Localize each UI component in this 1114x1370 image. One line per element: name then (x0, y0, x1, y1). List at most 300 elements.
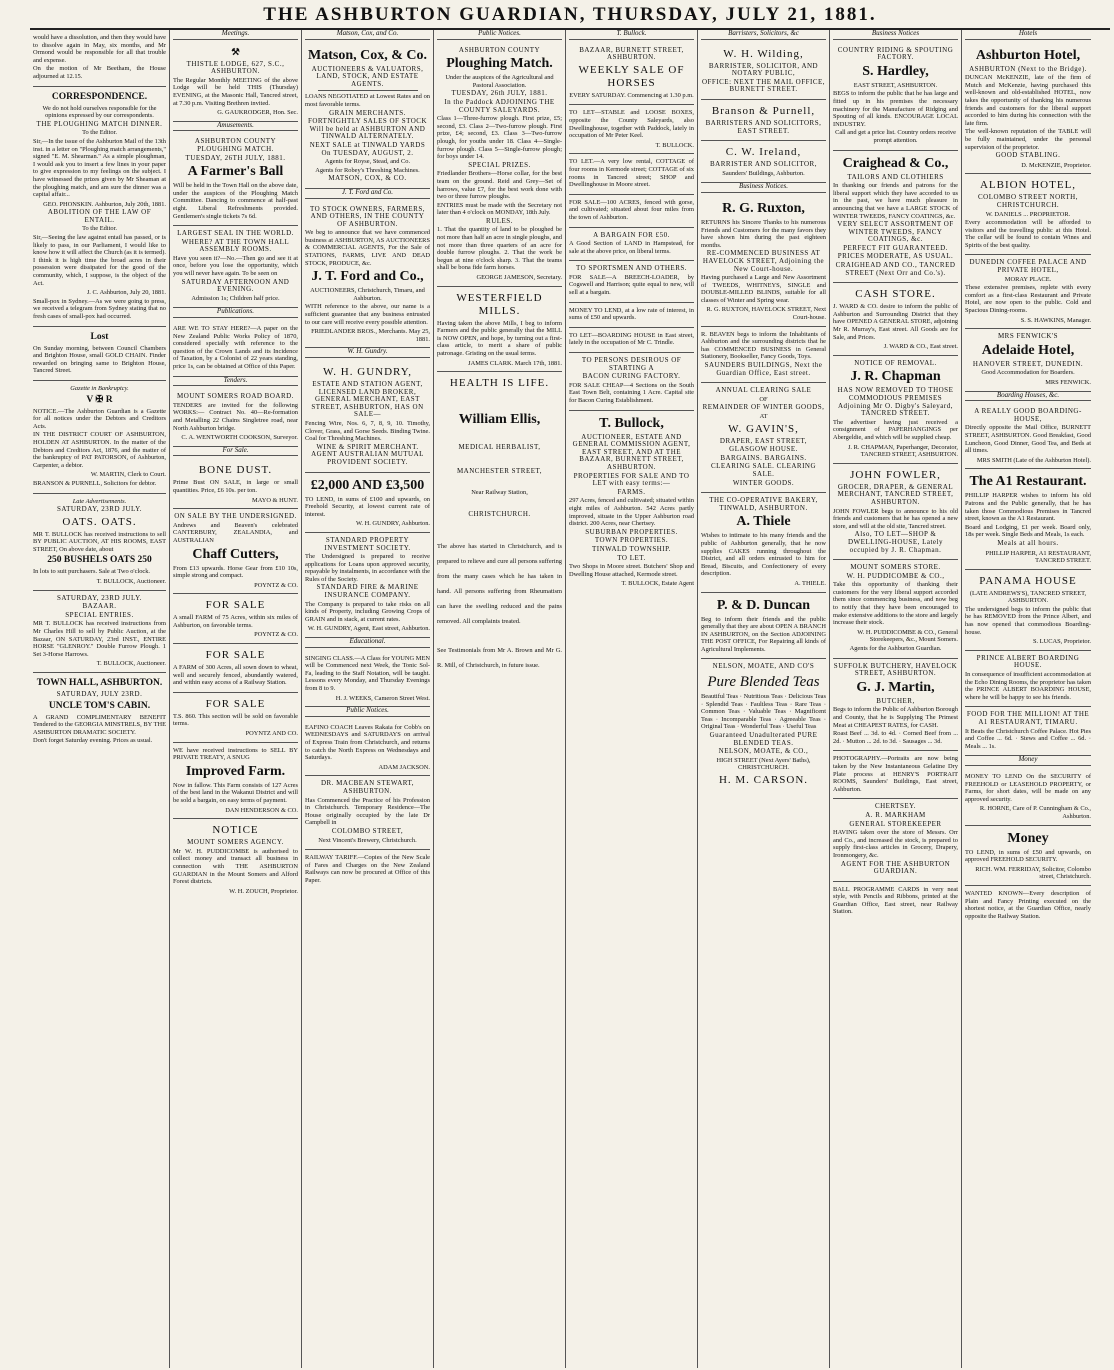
bazaar-special: SPECIAL ENTRIES. (65, 610, 134, 619)
annual-remainder: REMAINDER OF WINTER GOODS, (702, 403, 825, 412)
correspondence-note: We do not hold ourselves responsible for the opinions expressed by our correspondents. (42, 104, 157, 120)
ellis-body: The above has started in Christchurch, and is prepared to relieve and cure all persons suffering from the many cases which he has taken in hand. All persons suffering from Rheumatism can have the swelling reduced and the pains removed. All complaints treated. (437, 542, 562, 625)
thiele-signature: A. THIELE. (794, 579, 826, 587)
albion-prop: W. DANIELS ... PROPRIETOR. (985, 210, 1071, 218)
craighead-title: Craighead & Co., (842, 155, 949, 171)
townhall-ad (33, 673, 166, 750)
letter1-signature: GEO. PHONSKIN. Ashburton, July 20th, 1881. (43, 200, 166, 208)
tinwald-heading: TINWALD TOWNSHIP. (591, 544, 672, 553)
ball-body: Will be held in the Town Hall on the above date, under the auspices of the Ploughing Match Committee. Dancing to commence at half-past eight. Liberal Refreshments provided. Gentlemen's single tickets 7s 6d. (173, 182, 298, 220)
agency-sub: MOUNT SOMERS AGENCY. (187, 838, 284, 847)
chapman-ad (833, 356, 958, 464)
branson-ad (701, 100, 826, 141)
singing-signature: H. J. WEEKS, Cameron Street West. (335, 694, 430, 702)
lodging-body: TO LET—BOARDING HOUSE in East street, lately in the occupation of Mr C. Trindle. (569, 331, 694, 347)
ireland-title: C. W. Ireland, (725, 146, 802, 159)
beaven-ad (701, 327, 826, 384)
wilding-sub: BARRISTER, SOLICITOR, AND NOTARY PUBLIC, (708, 61, 819, 78)
bargains: BARGAINS. BARGAINS. (720, 453, 807, 462)
townhall-title: TOWN HALL, ASHBURTON. (36, 678, 163, 688)
court-notice: IN THE DISTRICT COURT OF ASHBURTON, HOLDEN AT ASHBURTON. In the matter of the Debtors and Creditors Act, 1876, and the matter of the bankruptcy of PAT PATORSON, of Ashburton, Carpenter, a debtor. (33, 431, 166, 469)
hotel-body: DUNCAN McKENZIE, late of the firm of Mutch and McKenzie, having purchased this well-known and old-established HOTEL, now takes the opportunity of thanking his numerous friends and customers for the liberal support accorded to him during his connection with the late firm. (965, 74, 1091, 127)
duncan-ad (701, 593, 826, 660)
let1-ad (569, 105, 694, 154)
sale1-body: FOR SALE—100 ACRES, fenced with gorse, and cultivated; situated about four miles from the town of Ashburton. (569, 198, 694, 221)
forsale1-body: A small FARM of 75 Acres, within six miles of Ashburton, on favorable terms. (173, 614, 298, 629)
branson-sub: BARRISTERS AND SOLICITORS, EAST STREET. (705, 118, 822, 135)
chapman-body: The advertiser having just received a consignment of PAPERHANGINGS per Abergeldie, and which will be supplied cheap. (833, 418, 958, 441)
ruxton-signature: R. G. RUXTON, HAVELOCK STREET, Next Court-house. (706, 306, 826, 322)
hardley-tail: Call and get a price list. Country orders receive prompt attention. (835, 129, 956, 144)
gundry-body: Fencing Wire, Nos. 6, 7, 8, 9, 10. Timothy, Clover, Grass, and Gorse Seeds. Binding Twine. Coal for Threshing Machines. (305, 419, 430, 443)
column3-header: Matson, Cox, and Co. (305, 30, 430, 40)
forsale2-body: A FARM of 300 Acres, all sown down to wheat, well and securely fenced, abundantly watered, and within easy access of a Railway Station. (173, 664, 298, 687)
boarding-ad (965, 404, 1091, 469)
ruxton-rec: RE-COMMENCED BUSINESS AT HAVELOCK STREET, Adjoining the New Court-house. (702, 249, 825, 273)
forsale2-ad (173, 644, 298, 693)
tender-body: TENDERS are invited for the following WORKS:— Contract No. 40—Re-formation and Metalling 22 Chains Singletree road, near North Ashburton bridge. (173, 401, 298, 432)
cashstore-body: J. WARD & CO. desire to inform the public of Ashburton and Surrounding District that they have OPENED A GENERAL STORE, adjoining Mr R. Murray's, East street. All Goods are for Sale, and Prices. (833, 303, 958, 341)
prince-ad (965, 651, 1091, 708)
thiele-body: Wishes to intimate to his many friends and the public of Ashburton generally, that he now supplies CAKES running throughout the District, and all orders entrusted to him for Bread, Biscuits, and Confectionery of every description. (701, 532, 826, 578)
ploughing-date: TUESDAY, 26th JULY, 1881. (451, 89, 548, 98)
divider (318, 90, 418, 91)
ploughing-where: In the Paddock ADJOINING THE COUNTY SALEYARDS. (444, 97, 555, 114)
benefit-text: A GRAND COMPLIMENTARY BENEFIT Tendered to the GEORGIA MINSTRELS, BY THE ASHBURTON DRAMATIC SOCIETY. (33, 713, 166, 736)
ashburton-hotel-ad (965, 43, 1091, 175)
nelson-head: NELSON, MOATE, AND CO'S (712, 662, 815, 671)
puddicombe-body: Take this opportunity of thanking their customers for the very liberal support accorded them since commencing business, and now beg to notify that they have been encouraged to make extensive additions to the store and largely increase their stock. (833, 581, 958, 627)
publication-body: ARE WE TO STAY HERE?—A paper on the New Zealand Public Works Policy of 1870, considered specially with reference to the question of the Crown Lands and its Incidence of Taxation, by a Colonist of 22 years standing, price 1s, can be obtained at Office of this Paper. (173, 325, 298, 370)
carson-name: H. M. CARSON. (718, 774, 809, 786)
fowler-sub: GROCER, DRAPER, & GENERAL MERCHANT, TANCRED STREET, ASHBURTON. (837, 482, 954, 506)
a1-signature: PHILLIP HARPER, A1 RESTAURANT, TANCRED STREET. (985, 549, 1091, 565)
panama-body: The undersigned begs to inform the public that he has REMOVED from the Prince Albert, and has now opened that commodious Boarding-house. (965, 605, 1091, 636)
forsale1-title: FOR SALE (205, 599, 266, 612)
martin-ad (833, 659, 958, 752)
cashstore-signature: J. WARD & CO., East street. (883, 343, 958, 351)
column-5 (566, 30, 698, 1368)
gundry-ad (305, 361, 430, 473)
coach-ad (305, 720, 430, 777)
letter1-body: Sir,—In the issue of the Ashburton Mail of the 13th inst. in a letter on "Ploughing match arrangements," signed "E. M. Shearman." As a simple ploughman, I would ask you to insert a few lines in your paper to give expression to my feelings on the subject. I have witnessed the prizes given by Mr Sheaman at the ploughing match, and am sure the dinner was a capital affair... (33, 137, 166, 199)
duncan-body: Beg to inform their friends and the public generally that they are about OPEN A BRANCH IN ASHBURTON, on the Section ADJOINING THE POST OFFICE, For Repairing all kinds of Agricultural Implements. (701, 615, 826, 653)
albion-body: Every accommodation will be afforded to visitors and the travelling public at this Hotel. The cellar will be found to contain Wines and Spirits of the best quality. (965, 219, 1091, 249)
hotel-title: Ashburton Hotel, (975, 47, 1081, 63)
boarding-title: A REALLY GOOD BOARDING-HOUSE, (974, 407, 1082, 423)
doctor-title: DR. MACBEAN STEWART, ASHBURTON. (320, 779, 415, 795)
bullock-ad (569, 411, 694, 592)
jtford-title: J. T. Ford and Co., (311, 269, 424, 285)
lodging-ad (569, 328, 694, 353)
lodge-signature: G. GAUKRODGER, Hon. Sec. (217, 109, 298, 117)
columns (30, 30, 1112, 1368)
ploughing-ad (437, 43, 562, 287)
singing-body: SINGING CLASS.—A Class for YOUNG MEN will be Commenced next Week, the Tonic Sol-Fa, leading to the Staff Notation, will be taught. Lessons every Monday, and Thursday Evenings from 8 to 9. (305, 654, 430, 692)
seal-where: WHERE? AT THE TOWN HALL ASSEMBLY ROOMS. (181, 237, 290, 254)
fowler-title: JOHN FOWLER, (850, 468, 941, 481)
standard-ad (305, 533, 430, 638)
town-heading: TOWN PROPERTIES. (594, 536, 669, 545)
money1-signature: R. HORNE, Care of P. Cunningham & Co., Ashburton. (979, 805, 1091, 820)
educational-header: Educational. (305, 638, 430, 648)
coach-signature: ADAM JACKSON. (378, 763, 430, 771)
hardley-ad (833, 43, 958, 151)
teas-list: Beautiful Teas · Nutritious Teas · Delicious Teas · Splendid Teas · Faultless Teas · Rare Teas · Common Teas · Valuable Teas · Magnificent Teas · Incomparable Teas · Agreeable Teas · Original Teas · Wonderful Teas · Useful Teas (701, 693, 826, 731)
weekly-sale: WEEKLY SALE OF HORSES (578, 63, 685, 89)
farm-ad (173, 743, 298, 820)
standard-title: STANDARD PROPERTY INVESTMENT SOCIETY. (324, 535, 411, 552)
thiele-ad (701, 493, 826, 592)
dunedin-ad (965, 255, 1091, 329)
bone-ad (173, 459, 298, 509)
jtford-header: J. T. Ford and Co. (305, 189, 430, 199)
perfect-fit: PERFECT FIT GUARANTEED. (843, 243, 948, 252)
panama-sub: (LATE ANDREWS'S), TANCRED STREET, ASHBURTON. (969, 589, 1087, 605)
smallpox-note: Small-pox in Sydney.—As we were going to press, we received a telegram from Sydney stating that no fresh cases of small-pox had occurred. (33, 297, 166, 320)
ellis-title: William Ellis, (458, 412, 541, 428)
royal-crest: V ✠ R (86, 394, 113, 405)
chertsey-title: CHERTSEY. (874, 802, 917, 811)
ball-date: TUESDAY, 26TH JULY, 1881. (185, 153, 286, 162)
jtford-tail: WITH reference to the above, our name is a sufficient guarantee that any business entrusted to our care will receive every possible attention. (305, 303, 430, 326)
mills-body: Having taken the above Mills, I beg to inform Farmers and the public generally that the MILL is NOW OPEN, and hope, by turning out a first-class article, to merit a share of public patronage. Gristing on the usual terms. (437, 319, 562, 357)
onsale-title: ON SALE BY THE UNDERSIGNED. (174, 512, 297, 521)
sale1-ad (569, 195, 694, 228)
letter1-title: THE PLOUGHING MATCH DINNER. (36, 119, 163, 128)
farm-body: Now in fallow. This Farm consists of 127 Acres of the best land in the Wakanui District and will be sold a bargain, on easy terms of payment. (173, 781, 298, 804)
court-solicitors: BRANSON & PURNELL, Solicitors for debtor. (33, 479, 157, 487)
a1-ad (965, 469, 1091, 569)
farms-heading: FARMS. (617, 487, 646, 496)
publications-header: Publications. (173, 308, 298, 318)
money2-title: Money (1007, 830, 1049, 846)
intro-text: would have a dissolution, and then they would have to dissolve again in May, six months, and Mr Ormond would be responsible for all that trouble and expense. (33, 34, 166, 64)
doctor-tail: Next Vincent's Brewery, Christchurch. (318, 836, 417, 844)
coach-body: EAFINO COACH Leaves Rakaia for Cobb's on WEDNESDAYS and SATURDAYS on arrival of Express Train from Christchurch, and returns to catch the North Express on Wednesdays and Saturdays. (305, 723, 430, 762)
forsale-header: For Sale. (173, 447, 298, 457)
bargain-title: A BARGAIN FOR £50. (593, 230, 670, 239)
thiele-title: A. Thiele (736, 514, 791, 530)
a1-meals: Meals at all hours. (997, 538, 1059, 547)
jtford-ad (305, 202, 430, 349)
chapman-title: J. R. Chapman (850, 369, 941, 385)
lodge-ad (173, 43, 298, 122)
chaff-body: From £13 upwards. Horse Gear from £10 10s, simple strong and compact. (173, 564, 298, 580)
branson-title: Branson & Purnell, (711, 104, 816, 117)
a1-body: PHILLIP HARPER wishes to inform his old Patrons and the Public generally, that he has taken those Commodious Premises in Tancred street, known as the A1 Restaurant. (965, 492, 1091, 523)
singing-ad (305, 651, 430, 708)
cards-body: BALL PROGRAMME CARDS in very neat style, with Pencils and Ribbons, printed at the Guardian Office, East street, near Railway Station. (833, 885, 958, 916)
bacon-title: BACON CURING FACTORY. (582, 372, 681, 381)
seal-title: LARGEST SEAL IN THE WORLD. (177, 229, 294, 238)
lodge-body: The Regular Monthly MEETING of the above Lodge will be held THIS (Thursday) EVENING, at the Masonic Hall, Tancred street, at 7.30 p.m. Visiting Brethren invited. (173, 76, 298, 107)
bacon-intro: TO PERSONS DESIROUS OF STARTING A (581, 356, 682, 372)
matson-fort: FORTNIGHTLY SALES OF STOCK Will be held at ASHBURTON AND TINWALD ALTERNATELY. (307, 117, 428, 141)
hardley-addr: EAST STREET, ASHBURTON. (853, 81, 938, 89)
rules-signature: GEORGE JAMESON, Secretary. (476, 274, 562, 282)
craighead-sub: TAILORS AND CLOTHIERS (847, 172, 944, 181)
publication-ad (173, 321, 298, 377)
article-intro (33, 30, 166, 87)
money-signature: W. H. GUNDRY, Ashburton. (355, 520, 430, 528)
sports-body: FOR SALE—A BREECH-LOADER, by Cogswell and Harrison; quite equal to new, will sell at a bargain. (569, 273, 694, 297)
hardley-title: S. Hardley, (862, 63, 929, 79)
farm-intro: WE have received instructions to SELL BY PRIVATE TREATY, A SNUG (173, 746, 298, 762)
ireland-sub: BARRISTER AND SOLICITOR, (710, 160, 817, 169)
puddicombe-ad (833, 560, 958, 659)
lost-notice (33, 327, 166, 381)
mills-signature: JAMES CLARK. March 17th, 1881. (468, 359, 562, 367)
lodge-title: THISTLE LODGE, 627, S.C., ASHBURTON. (186, 59, 285, 76)
bazaar-weekly-ad (569, 43, 694, 106)
matson-sub: AUCTIONEERS & VALUATORS, LAND, STOCK, AND ESTATE AGENTS. (311, 64, 424, 88)
column-2 (170, 30, 302, 1368)
column7-header: Business Notices (833, 30, 958, 40)
bargain-ad (569, 228, 694, 262)
cards-ad (833, 882, 958, 921)
craighead-body: In thanking our friends and patrons for the liberal support which they have accorded to us in the past, we have much pleasure in announcing that we have a LARGE STOCK of WINTER TWEEDS, FANCY COATINGS, &c. (833, 182, 958, 220)
money2-body: TO LEND, in sums of £50 and upwards, on approved FREEHOLD SECURITY. (965, 848, 1091, 864)
bacon-ad (569, 353, 694, 411)
adelaide-body: Good Accommodation for Boarders. (981, 369, 1075, 377)
business-notices-header: Business Notices. (701, 183, 826, 193)
column-4 (434, 30, 566, 1368)
martin-body: Begs to inform the Public of Ashburton Borough and County, that he is Supplying The Primest Meat at CHEAPEST RATES, for CASH. (833, 706, 958, 729)
adelaide-sub: HANOVER STREET, DUNEDIN. (972, 359, 1084, 368)
gundry-tail: WINE & SPIRIT MERCHANT. AGENT AUSTRALIAN MUTUAL PROVIDENT SOCIETY. (311, 442, 424, 466)
mills-title: WESTERFIELD MILLS. (456, 291, 543, 317)
forsale3-signature: POYNTZ AND CO. (245, 730, 298, 738)
forsale3-title: FOR SALE (205, 697, 266, 710)
matson-next: NEXT SALE at TINWALD YARDS On TUESDAY, AUGUST, 2. (309, 140, 426, 157)
adelaide-signature: MRS FENWICK. (1045, 379, 1091, 386)
matson-robey: Agents for Robey's Threshing Machines. (315, 166, 420, 174)
bone-body: Prime Bust ON SALE, in large or small quantities. Price, £6 10s. per ton. (173, 479, 298, 494)
bazaar-title: BAZAAR. (82, 602, 117, 611)
column-7 (830, 30, 962, 1368)
agency-title: NOTICE (212, 824, 259, 837)
gavin-sub: DRAPER, EAST STREET, (719, 436, 808, 445)
panama-ad (965, 570, 1091, 651)
ireland-addr: Saunders' Buildings, Ashburton. (722, 169, 805, 177)
column-1 (30, 30, 170, 1368)
annual-of: OF (759, 395, 768, 403)
correspondence-heading: CORRESPONDENCE. (51, 91, 148, 102)
forsale3-body: T.S. 860. This section will be sold on favorable terms. (173, 712, 298, 728)
sports-ad (569, 261, 694, 302)
oats-body: MR T. BULLOCK has received instructions to sell BY PUBLIC AUCTION, AT HIS ROOMS, EAST STREET, On above date, about (33, 530, 166, 553)
cashstore-title: CASH STORE. (855, 288, 936, 301)
money2-signature: RICH. WM. FERRIDAY, Solicitor, Colombo street, Christchurch. (975, 865, 1091, 881)
agency-body: Mr W. H. PUDDICOMBE is authorised to collect money and transact all business in connection with THE ASHBURTON GUARDIAN in the Mount Somers and Alford Forest districts. (173, 847, 298, 886)
ploughing-sub: Under the auspices of the Agricultural and Pastoral Association. (445, 74, 554, 89)
forsale1-signature: POYNTZ & CO. (254, 631, 298, 639)
dunedin-body: These extensive premises, replete with every comfort as a first-class Restaurant and Private Hotel, are now open to the public. Cold and Spacious Dining-rooms. (965, 284, 1091, 315)
craighead-list: VERY SELECT ASSORTMENT OF WINTER TWEEDS, FANCY COATINGS, &c. (837, 220, 954, 244)
money-lend-ad (569, 303, 694, 328)
rules-body: 1. That the quantity of land to be ploughed be not more than half an acre in single ploughs, and not more than three quarters of an acre for double furrow ploughs. 2. That the work be begun at nine o'clock sharp. 3. That the teams shall be bona fide farm horses. (437, 226, 562, 272)
adelaide-ad (965, 329, 1091, 391)
let2-body: TO LET.—A very low rental, COTTAGE of four rooms in Kermode street; COTTAGE of six rooms in Tancred street; SHOP and Dwellinghouse in Moore street. (569, 158, 694, 189)
properties-title: PROPERTIES FOR SALE AND TO LET with easy terms:— (573, 471, 690, 488)
ellis-ad (437, 372, 562, 677)
ellis-tail: See Testimonials from Mr A. Brown and Mr G. R. Mill, of Christchurch, in future issue. (437, 646, 562, 669)
boarding-header: Boarding Houses, &c. (965, 392, 1091, 402)
correspondence (33, 87, 166, 327)
teas-company: NELSON, MOATE, & CO., (718, 747, 809, 756)
fire-title: STANDARD FIRE & MARINE INSURANCE COMPANY. (316, 583, 419, 600)
ireland-ad (701, 141, 826, 183)
jtford-addr: AUCTIONEERS, Christchurch, Timaru, and Ashburton. (310, 287, 425, 302)
puddicombe-title: W. H. PUDDICOMBE & CO., (846, 571, 945, 580)
rules-heading: RULES. (486, 216, 513, 225)
seal-ad (173, 226, 298, 308)
chapman-signature: J. R. CHAPMAN, Paperhanger, Decorator, TANCRED STREET, ASHBURTON. (847, 443, 958, 459)
fowler-body: JOHN FOWLER begs to announce to his old friends and customers that he has opened a new store, and will at the old site, Tancred street. (833, 507, 958, 530)
railway-body: RAILWAY TARIFF.—Copies of the New Scale of Fares and Charges on the New Zealand Railways can now be procured at Office of this Paper. (305, 854, 430, 884)
chaff-title: Chaff Cutters, (192, 546, 279, 562)
bullock-signature: T. BULLOCK, Estate Agent (621, 580, 694, 588)
ruxton-body: RETURNS his Sincere Thanks to his numerous Friends and Customers for the many favors they have shown him during the past eighteen months. (701, 218, 826, 249)
jtford-intro: TO STOCK OWNERS, FARMERS, AND OTHERS, IN THE COUNTY OF ASHBURTON. (310, 204, 425, 228)
letter2-body: Sir,—Seeing the law against entail has passed, or is likely to pass, in our Parliament, I would like to know how it will affect the Church (as it is termed). I think it is high time the broad acres in their possession were dissipated for the good of the community, which, I suppose, is the object of the Act. (33, 234, 166, 287)
money-lend-body: MONEY TO LEND, at a low rate of interest, in sums of £50 and upwards. (569, 306, 694, 322)
tender-ad (173, 389, 298, 447)
cashstore-ad (833, 283, 958, 356)
letter2-title: ABOLITION OF THE LAW OF ENTAIL. (47, 208, 152, 224)
ball-pre: ASHBURTON COUNTY PLOUGHING MATCH. (194, 137, 277, 153)
late-heading: Late Advertisements. (72, 497, 127, 505)
sports-title: TO SPORTSMEN AND OTHERS. (575, 264, 688, 273)
tenders-header: Tenders. (173, 377, 298, 387)
suffolk-title: SUFFOLK BUTCHERY, HAVELOCK STREET, ASHBURTON. (833, 661, 958, 678)
ploughing-title: Ploughing Match. (446, 56, 553, 72)
public-notices-header: Public Notices. (305, 707, 430, 717)
removal-title: NOTICE OF REMOVAL. (854, 358, 937, 367)
panama-signature: S. LUCAS, Proprietor. (1032, 638, 1091, 646)
suburban-heading: SUBURBAN PROPERTIES. (585, 527, 678, 536)
late-ads (33, 494, 166, 591)
fowler-ad (833, 464, 958, 560)
bargain-body: A Good Section of LAND in Hampstead, for sale at the above price, on liberal terms. (569, 240, 694, 255)
money-title: £2,000 AND £3,500 (310, 477, 425, 493)
tolet-heading: TO LET. (617, 553, 646, 562)
matson-ad (305, 43, 430, 189)
money1-body: MONEY TO LEND On the SECURITY of FREEHOLD or LEASEHOLD PROPERTY, or Farms, for short dates, will be made on any approved security. (965, 772, 1091, 803)
ball-ad (173, 134, 298, 226)
hardley-pre: COUNTRY RIDING & SPOUTING FACTORY. (837, 45, 954, 62)
masthead-title: THE ASHBURTON GUARDIAN, THURSDAY, JULY 21, 1881. (30, 2, 1110, 30)
hotel-tail: The well-known reputation of the TABLE will be fully maintained, under the personal supervision of the proprietor. (965, 128, 1091, 151)
dunedin-sub: MORAY PLACE. (1004, 275, 1052, 283)
bone-title: BONE DUST. (198, 464, 273, 477)
bone-signature: MAYO & HUNT. (252, 496, 298, 504)
ploughing-pre: ASHBURTON COUNTY (458, 45, 541, 54)
column8-header: Hotels (965, 30, 1091, 40)
column5-header: T. Bullock. (569, 30, 694, 40)
gazette-notice: NOTICE.—The Ashburton Guardian is a Gazette for all notices under the Debtors and Creditors Acts. (33, 407, 166, 430)
column4-header: Public Notices. (437, 30, 562, 40)
doctor-ad (305, 776, 430, 850)
food-body: It Beats the Christchurch Coffee Palace. Hot Pies and Coffee ... 6d. · Stews and Coffee ... 6d. · Meals ... 1s. (965, 727, 1091, 750)
ellis-city: CHRISTCHURCH. (468, 509, 531, 518)
teas-addr: HIGH STREET (Next Ayers' Baths), CHRISTCHURCH. (716, 756, 811, 772)
agency-signature: W. H. ZOUCH, Proprietor. (229, 887, 298, 895)
money-body: TO LEND, in sums of £100 and upwards, on Freehold Security, at lowest current rate of interest. (305, 495, 430, 518)
prices-moderate: PRICES MODERATE, AS USUAL. (837, 252, 954, 261)
craighead-signature: CRAIGHEAD AND CO., TANCRED STREET (Next Orr and Co.'s). (835, 261, 956, 277)
a1-title: The A1 Restaurant. (969, 474, 1087, 490)
food-ad (965, 707, 1091, 756)
gavin-ad (701, 383, 826, 493)
oats-signature: T. BULLOCK, Auctioneer. (96, 578, 166, 586)
wilding-office: OFFICE: NEXT THE MAIL OFFICE, BURNETT STREET. (701, 77, 826, 94)
food-title: FOOD FOR THE MILLION! AT THE A1 RESTAURANT, TIMARU. (966, 710, 1090, 726)
column-3 (302, 30, 434, 1368)
jtford-signature: FRIEDLANDER BROS., Merchants. May 25, 1881. (311, 328, 430, 343)
farm-title: Improved Farm. (185, 763, 286, 779)
bullock-sub: AUCTIONEER, ESTATE AND GENERAL COMMISSION AGENT, EAST STREET, AND AT THE BAZAAR, BURNETT STREET, ASHBURTON. (572, 432, 691, 471)
letter2-signature: J. C. Ashburton, July 20, 1881. (86, 289, 166, 297)
tender-signature: C. A. WENTWORTH COOKSON, Surveyor. (181, 434, 298, 442)
fowler-shop: Also, TO LET—SHOP & DWELLING-HOUSE, Lately occupied by J. R. Chapman. (848, 530, 943, 554)
bakery-title: THE CO-OPERATIVE BAKERY, TINWALD, ASHBURTON. (709, 496, 818, 512)
markham-body: HAVING taken over the store of Messrs. Orr and Co., and increased the stock, is prepared to supply first-class articles in Grocery, Drapery, Ironmongery, &c. (833, 829, 958, 859)
oats-date: SATURDAY, 23RD JULY. (56, 505, 143, 514)
teas-ad (701, 659, 826, 793)
teas-title: Pure Blended Teas (707, 674, 820, 691)
forsale2-title: FOR SALE (205, 649, 266, 662)
boarding-body: Directly opposite the Mail Office, BURNETT STREET, ASHBURTON. Good Breakfast, Good Luncheon, Good Dinner, Good Tea, and Beds at all times. (965, 424, 1091, 455)
annual-at: AT (759, 413, 768, 420)
hotel-signature: D. McKENZIE, Proprietor. (1021, 161, 1091, 169)
matson-agents: Agents for Royse, Stead, and Co. (324, 158, 411, 166)
letter1-to: To the Editor. (82, 129, 117, 137)
gundry-sub: ESTATE AND STATION AGENT, LICENSED LAND BROKER, GENERAL MERCHANT, EAST STREET, ASHBURTON, HAS ON SALE— (311, 380, 424, 419)
photo-ad (833, 751, 958, 799)
bazaar-ad (33, 591, 166, 673)
chapman-sub: HAS NOW REMOVED TO THOSE COMMODIOUS PREMISES Adjoining Mr O. Digby's Saleyard, TANCRED STREET. (837, 386, 954, 418)
hotel-sub: ASHBURTON (Next to the Bridge). (969, 64, 1087, 73)
winter-goods: WINTER GOODS. (732, 478, 795, 487)
doctor-street: COLOMBO STREET, (331, 826, 404, 835)
bacon-body: FOR SALE CHEAP—4 Sections on the South East Town Belt, containing 1 Acre. Capital site for Bacon Curing Establishment. (569, 381, 694, 404)
ellis-sub: MEDICAL HERBALIST, (458, 443, 541, 452)
health-title: HEALTH IS LIFE. (449, 377, 550, 390)
oats-title: OATS. OATS. (62, 515, 137, 528)
ellis-addr: MANCHESTER STREET, (456, 466, 543, 475)
dunedin-title: DUNEDIN COFFEE PALACE AND PRIVATE HOTEL, (969, 258, 1087, 275)
chaff-ad (173, 509, 298, 594)
doctor-body: Has Commenced the Practice of his Profession in Christchurch. Temporary Residence—The House originally occupied by the late Dr Campbell in (305, 796, 430, 827)
money-ad (305, 473, 430, 533)
bazaar-street: BAZAAR, BURNETT STREET, ASHBURTON. (579, 45, 684, 62)
annual-sale: ANNUAL CLEARING SALE (715, 386, 812, 395)
oats-quantity: 250 BUSHELS OATS 250 (47, 555, 152, 566)
clearing: CLEARING SALE. CLEARING SALE. (710, 462, 817, 478)
wanted-ad (965, 886, 1091, 925)
ploughing-classes: Class 1—Three-furrow plough. First prize, £5; second, £3. Class 2—Two-furrow plough. First prize, £4; second, £3. Class 3—Two-furrow plough, for youths under 18. Class 4—Single-furrow plough. Class 5—Single-furrow plough; for boys under 14. (437, 115, 562, 161)
money1-ad (965, 769, 1091, 826)
benefit-tail: Don't forget Saturday evening. Prices as usual. (33, 737, 153, 745)
glasgow-house: GLASGOW HOUSE. (729, 445, 798, 454)
gundry-header: W. H. Gundry. (305, 348, 430, 358)
lost-heading: Lost (90, 331, 109, 342)
special-body: Friedlander Brothers—Horse collar, for the best team on the ground. Reid and Grey—Set of harrows, value £7, for the best work done with two or three furrow ploughs. (437, 170, 562, 201)
ellis-near: Near Railway Station, (471, 489, 528, 497)
jtford-body: We beg to announce that we have commenced business at ASHBURTON, AS AUCTIONEERS & COMMERCIAL AGENTS, For the Sale of STATIONS, FARMS, LIVE AND DEAD STOCK, PRODUCE, &c. (305, 229, 430, 267)
